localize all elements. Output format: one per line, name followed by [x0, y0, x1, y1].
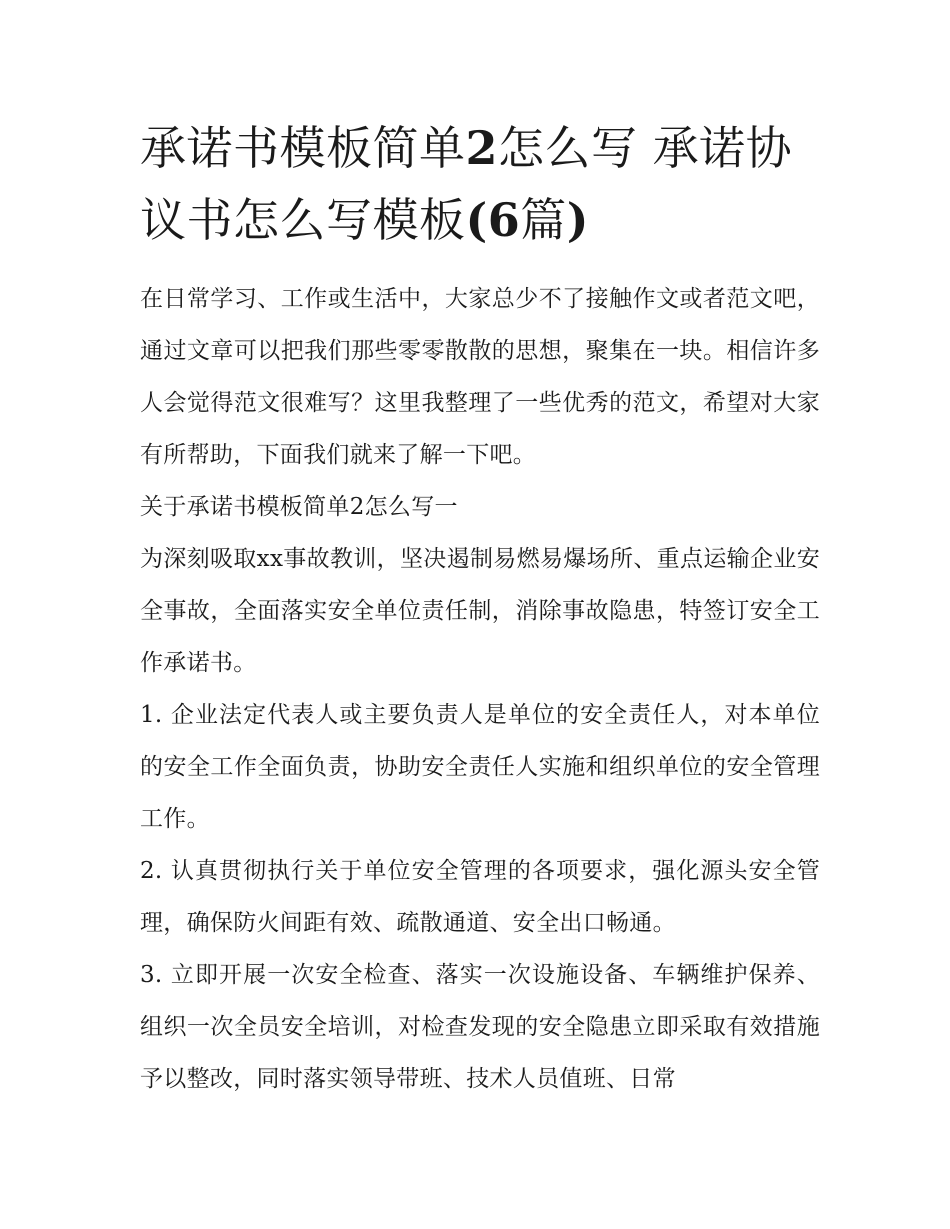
commitment-item-3: 3. 立即开展一次安全检查、落实一次设施设备、车辆维护保养、组织一次全员安全培训，对检查发现的安全隐患立即采取有效措施予以整改，同时落实领导带班、技术人员值班、日常: [140, 962, 820, 1092]
commitment-item-2: 2. 认真贯彻执行关于单位安全管理的各项要求，强化源头安全管理，确保防火间距有效、疏散通道、安全出口畅通。: [140, 858, 820, 936]
document-title: 承诺书模板简单2怎么写 承诺协议书怎么写模板(6篇): [140, 121, 793, 247]
commitment-item-1: 1. 企业法定代表人或主要负责人是单位的安全责任人，对本单位的安全工作全面负责，协助安全责任人实施和组织单位的安全管理工作。: [140, 702, 820, 832]
section-heading: 关于承诺书模板简单2怎么写一: [140, 494, 458, 520]
document-body: [140, 112, 820, 1105]
commitment-preamble: 为深刻吸取xx事故教训，坚决遏制易燃易爆场所、重点运输企业安全事故，全面落实安全单位责任制，消除事故隐患，特签订安全工作承诺书。: [140, 546, 820, 676]
intro-paragraph: 在日常学习、工作或生活中，大家总少不了接触作文或者范文吧，通过文章可以把我们那些零零散散的思想，聚集在一块。相信许多人会觉得范文很难写？这里我整理了一些优秀的范文，希望对大家有所帮助，下面我们就来了解一下吧。: [140, 286, 820, 468]
